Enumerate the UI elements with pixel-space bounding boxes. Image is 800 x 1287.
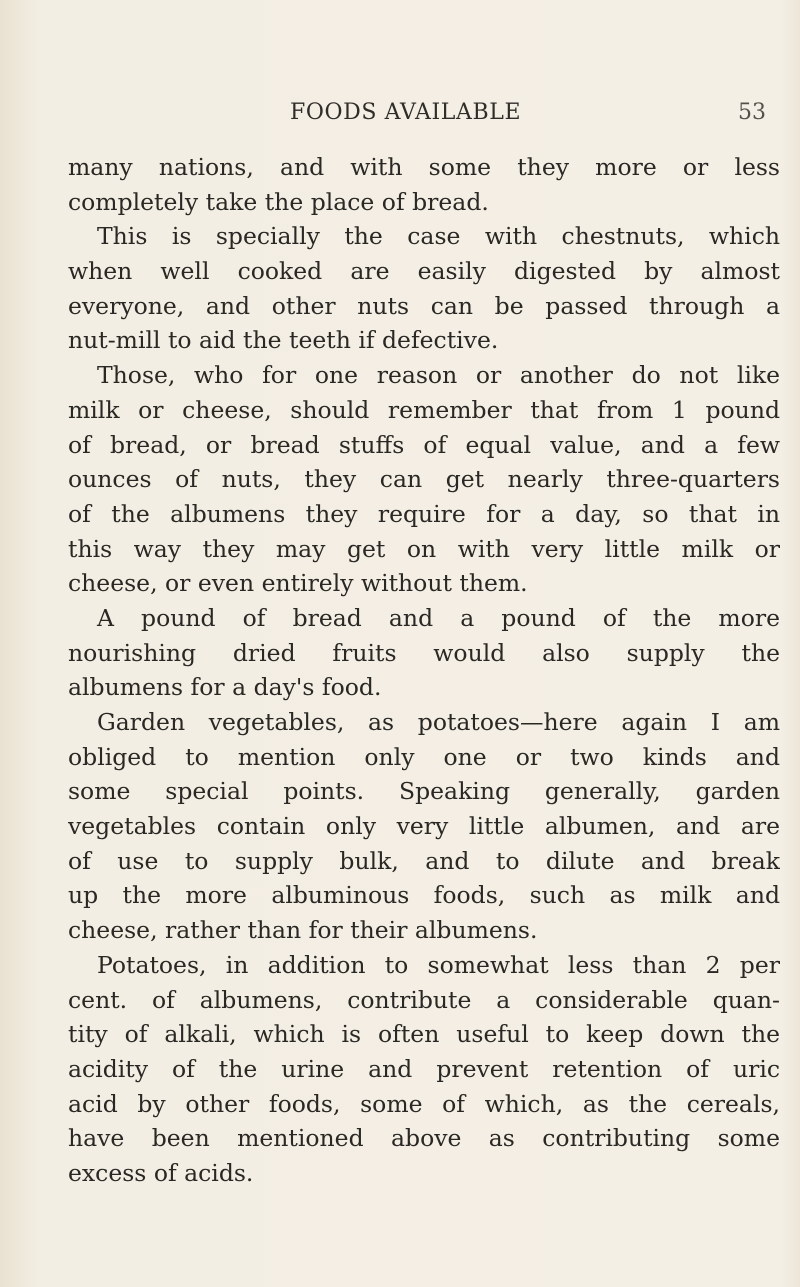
text-line: cent. of albumens, contribute a considerable quan- bbox=[68, 985, 780, 1014]
text-line: excess of acids. bbox=[68, 1158, 254, 1187]
text-line: nourishing dried fruits would also supply the bbox=[68, 638, 780, 667]
running-title: FOODS AVAILABLE bbox=[290, 100, 522, 125]
body-text bbox=[68, 150, 780, 1230]
text-line: obliged to mention only one or two kinds and bbox=[68, 742, 780, 771]
text-line: nut-mill to aid the teeth if defective. bbox=[68, 326, 499, 355]
text-line: of the albumens they require for a day, so that in bbox=[68, 499, 780, 528]
text-line: of bread, or bread stuffs of equal value, and a few bbox=[68, 430, 780, 459]
text-line: A pound of bread and a pound of the more bbox=[97, 603, 780, 632]
text-line: cheese, rather than for their albumens. bbox=[68, 916, 538, 945]
text-line: some special points. Speaking generally, garden bbox=[68, 777, 780, 806]
text-line: albumens for a day's food. bbox=[68, 673, 382, 702]
text-line: Garden vegetables, as potatoes—here again I am bbox=[97, 708, 780, 736]
text-line: cheese, or even entirely without them. bbox=[68, 569, 528, 598]
text-line: this way they may get on with very little milk or bbox=[68, 534, 780, 563]
text-line: have been mentioned above as contributing some bbox=[68, 1124, 780, 1153]
text-line: everyone, and other nuts can be passed through a bbox=[68, 291, 780, 320]
running-head bbox=[68, 100, 780, 134]
text-line: tity of alkali, which is often useful to keep down the bbox=[68, 1020, 780, 1049]
text-line: vegetables contain only very little albumen, and are bbox=[68, 812, 780, 841]
text-line: acidity of the urine and prevent retention of uric bbox=[68, 1054, 780, 1083]
text-line: up the more albuminous foods, such as milk and bbox=[68, 881, 780, 910]
text-line: completely take the place of bread. bbox=[68, 187, 489, 216]
text-line: acid by other foods, some of which, as the cereals, bbox=[68, 1089, 780, 1118]
text-line: Potatoes, in addition to somewhat less than 2 per bbox=[97, 950, 780, 979]
text-line: ounces of nuts, they can get nearly three-quarters bbox=[68, 465, 780, 494]
text-line: when well cooked are easily digested by almost bbox=[68, 257, 780, 286]
text-line: many nations, and with some they more or less bbox=[68, 153, 780, 181]
text-line: This is specially the case with chestnuts, which bbox=[97, 222, 780, 251]
text-line: milk or cheese, should remember that from 1 pound bbox=[68, 395, 780, 424]
text-line: of use to supply bulk, and to dilute and break bbox=[68, 846, 780, 875]
text-line: Those, who for one reason or another do not like bbox=[97, 361, 780, 390]
page-number: 53 bbox=[738, 100, 766, 125]
